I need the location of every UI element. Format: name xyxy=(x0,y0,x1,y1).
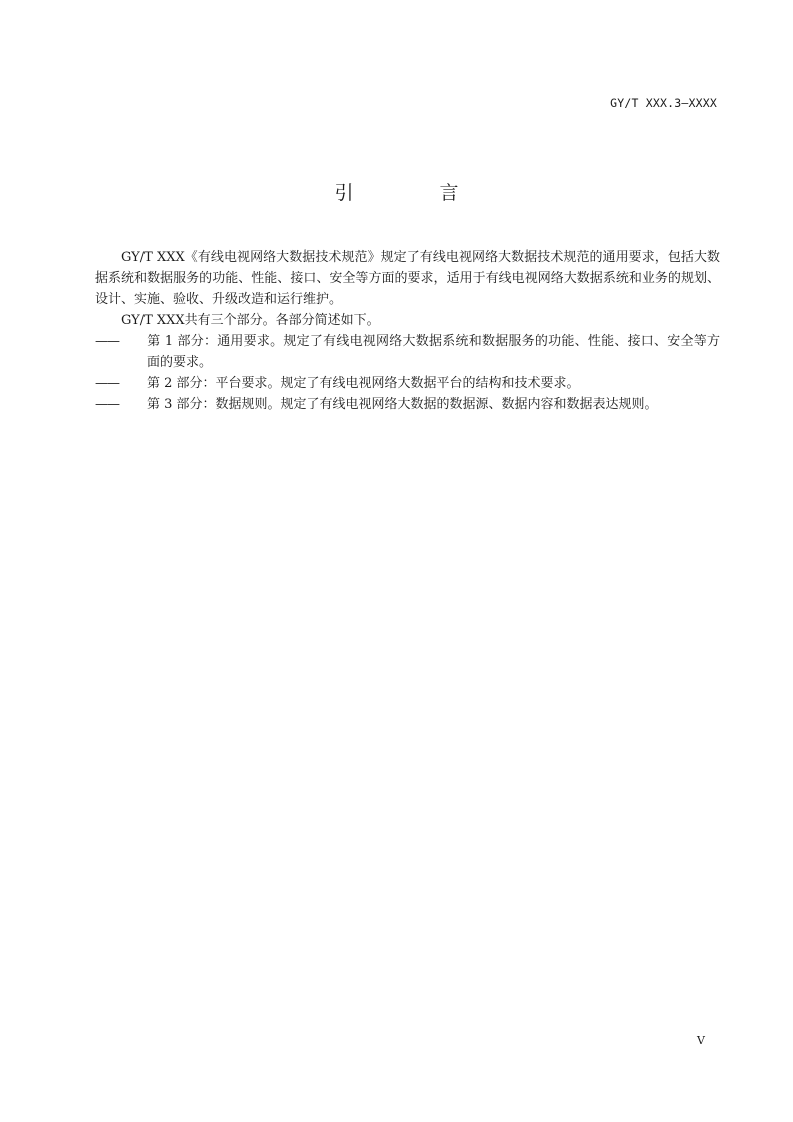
intro-paragraph: GY/T XXX《有线电视网络大数据技术规范》规定了有线电视网络大数据技术规范的通用要求，包括大数据系统和数据服务的功能、性能、接口、安全等方面的要求，适用于有线电视网络大数据系统和业务的规划、设计、实施、验收、升级改造和运行维护。 xyxy=(95,250,720,307)
list-item-part-2 xyxy=(95,373,720,394)
section-title: 引 言 xyxy=(334,182,499,204)
list-item-text: 第 2 部分：平台要求。规定了有线电视网络大数据平台的结构和技术要求。 xyxy=(147,376,580,391)
list-item-text: 第 1 部分：通用要求。规定了有线电视网络大数据系统和数据服务的功能、性能、接口、安全等方面的要求。 xyxy=(147,334,720,370)
list-item-part-3 xyxy=(95,394,720,415)
dash-marker: —— xyxy=(95,334,119,349)
list-item-text: 第 3 部分：数据规则。规定了有线电视网络大数据的数据源、数据内容和数据表达规则。 xyxy=(147,397,658,412)
list-item-part-1 xyxy=(95,331,720,373)
dash-marker: —— xyxy=(95,397,119,412)
document-body xyxy=(95,247,720,415)
page-number: V xyxy=(697,1034,705,1047)
parts-summary-paragraph: GY/T XXX共有三个部分。各部分简述如下。 xyxy=(121,313,380,328)
document-code: GY/T XXX.3—XXXX xyxy=(610,96,717,110)
dash-marker: —— xyxy=(95,376,119,391)
